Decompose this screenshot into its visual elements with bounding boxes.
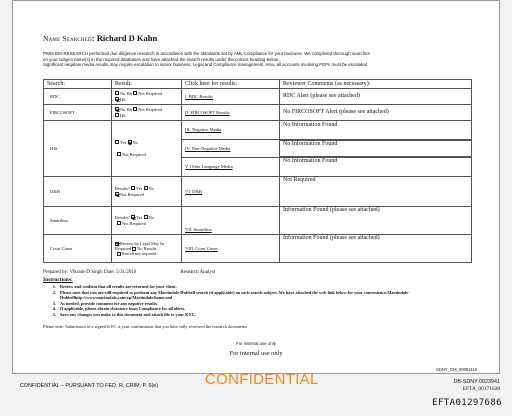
intro-line: Significant negative media results may require escalation to senior business, Legal and Compliance management. Also, all accounts involving PEPs must be escalated. [43, 62, 369, 68]
court-cases-comment[interactable]: Information Found (please see attached) [283, 235, 380, 241]
option-label: Not Required [138, 106, 162, 112]
results-label: Results? [115, 214, 130, 220]
non-negative-media-link[interactable]: IV. Non-Negative Media [185, 146, 231, 151]
table-row-his [44, 121, 472, 177]
option-label: No Results [137, 246, 157, 251]
table-row-db [44, 177, 472, 207]
search-results-table [43, 79, 472, 263]
result-cell [112, 177, 182, 207]
option-label: Not Required [138, 90, 162, 96]
name-searched: Name Searched: Richard D Kahn [43, 33, 158, 43]
link-cell [182, 207, 280, 235]
option-label: No [148, 214, 154, 220]
prepared-by [43, 270, 215, 275]
negative-media-link[interactable]: III. Negative Media [185, 127, 222, 132]
comment-cell [280, 207, 472, 235]
link-cell [182, 121, 280, 177]
link-cell [182, 235, 280, 263]
comment-cell [280, 121, 472, 177]
checkbox-no[interactable] [144, 186, 148, 190]
table-row-rdc [44, 89, 472, 105]
prepared-by-text: Prepared by: Vikram-D Singh Date: 5/31/2018 [43, 270, 137, 275]
search-name: HIS [44, 121, 112, 177]
checkbox-review-by-legal[interactable] [115, 242, 119, 246]
checkbox-not-required[interactable] [133, 91, 137, 95]
fircosoft-comment[interactable]: No FIRCOSOFT Alert (please see attached) [283, 109, 389, 115]
option-label: Not Required [120, 191, 144, 197]
instruction-item: 5. Save any changes you make to this document and attach file to your KYC. [57, 312, 497, 318]
checkbox-search-not-required[interactable] [117, 252, 121, 256]
search-name: FIRCOSOFT [44, 105, 112, 121]
intro-line: PWM BIS-RESEARCH performed due diligence research in accordance with the standards set by AML Compliance for your business. We completed thorough searches [43, 51, 370, 56]
checkbox-no[interactable] [144, 215, 148, 219]
internal-use-large: For internal use only [229, 350, 283, 357]
prepared-role: Research Analyst [180, 270, 216, 275]
option-label: No [148, 185, 154, 191]
fircosoft-results-link[interactable]: II. FIRCOSOFT Results [185, 109, 230, 115]
table-row-smartlinx [44, 207, 472, 235]
instruction-item: 4. If applicable, please obtain clearance from Compliance for all alerts. [57, 306, 497, 312]
db-results-link[interactable]: VI. D&B [185, 188, 203, 194]
option-label: No [132, 139, 138, 145]
table-row-fircosoft [44, 105, 472, 121]
result-cell [112, 105, 182, 121]
option-label: Yes [120, 139, 127, 145]
checkbox-not-required[interactable] [115, 192, 119, 196]
checkbox-no-results[interactable] [132, 247, 136, 251]
rdc-comment[interactable]: RDC Alert (please see attached) [283, 93, 360, 99]
other-language-media-link[interactable]: V. Other Language Media [185, 164, 233, 169]
option-label: No Hit [120, 106, 133, 112]
name-searched-label: Name Searched [43, 34, 92, 43]
checkbox-not-required[interactable] [117, 221, 121, 225]
result-cell [112, 207, 182, 235]
non-negative-media-comment[interactable]: No Information Found [280, 140, 471, 157]
checkbox-no-hit[interactable] [115, 91, 119, 95]
search-name: Court Cases [44, 235, 112, 263]
link-cell [182, 89, 280, 105]
checkbox-not-required[interactable] [117, 152, 121, 156]
table-row-court-cases [44, 235, 472, 263]
checkbox-not-required[interactable] [133, 107, 137, 111]
search-name: RDC [44, 89, 112, 105]
instruction-item: 3. As needed, provide comment for any negative results. [57, 301, 497, 307]
bates-number-efta-small: EFTA_00171628 [462, 385, 500, 392]
bates-numbers [453, 379, 500, 392]
smartlinx-results-link[interactable]: VII. Smartlinx [185, 227, 212, 232]
court-cases-results-link[interactable]: VIII. Court Cases [185, 245, 218, 251]
option-label: Yes [136, 214, 143, 220]
option-label: Required [115, 246, 132, 251]
option-label: Yes [136, 185, 143, 191]
document-page [12, 0, 500, 374]
search-name: Smartlinx [44, 207, 112, 235]
option-label: Search not required [122, 251, 157, 256]
smartlinx-comment[interactable]: Information Found (please see attached) [283, 207, 380, 213]
submission-note: Please note: Submission of a signed KYC is your confirmation that you have fully reviewed the research documents [43, 324, 247, 329]
option-label: Review by Legal May be [120, 241, 165, 246]
other-language-media-comment[interactable]: No Information Found [280, 157, 471, 175]
instructions-title: Instructions: [43, 277, 73, 283]
db-comment[interactable]: Not Required [283, 177, 316, 183]
table-header-row [44, 80, 472, 89]
intro-line: on your subject name(s) in the required databases and have attached the search results under the correct heading below. [43, 56, 280, 62]
header-reviewer-comments: Reviewer Comments (as necessary): [280, 80, 472, 89]
comment-cell [280, 105, 472, 121]
name-searched-value: Richard D Kahn [96, 33, 158, 43]
result-cell [112, 89, 182, 105]
link-cell [182, 177, 280, 207]
efta-number: EFTA01297686 [432, 398, 502, 408]
negative-media-comment[interactable]: No Information Found [280, 122, 471, 140]
option-label: Not Required [122, 220, 146, 226]
search-name: D&B [44, 177, 112, 207]
comment-cell [280, 235, 472, 263]
option-label: No Hit [120, 90, 133, 96]
checkbox-yes[interactable] [115, 140, 119, 144]
intro-text [43, 51, 473, 68]
internal-use-small: For internal use only [236, 341, 276, 346]
header-click-results: Click here for results: [182, 80, 280, 89]
confidential-stamp: CONFIDENTIAL [205, 371, 319, 388]
header-result: Result: [112, 80, 182, 89]
comment-cell [280, 177, 472, 207]
checkbox-hit[interactable] [115, 113, 119, 117]
checkbox-no[interactable] [128, 140, 132, 144]
comment-cell [280, 89, 472, 105]
result-cell [112, 235, 182, 263]
checkbox-yes[interactable] [131, 215, 135, 219]
instruction-item: 2. Please note that you are still required to perform any Martindale-Hubbell search (if applicable) on each search subject. We have attached the web link below for your convenience:Martindale-Hubbellhttp://www.martindale.com/xp/Martindale/home.xml [57, 290, 497, 301]
option-label: Hit [120, 96, 126, 102]
checkbox-hit[interactable] [115, 97, 119, 101]
checkbox-no-hit[interactable] [115, 107, 119, 111]
instructions-list [43, 284, 497, 317]
instruction-item: 1. Review and confirm that all results are returned for your client. [57, 284, 497, 290]
option-label: Hit [120, 112, 126, 118]
result-cell [112, 121, 182, 177]
results-label: Results? [115, 185, 130, 191]
checkbox-yes[interactable] [131, 186, 135, 190]
option-label: Not Required [122, 151, 146, 157]
rdc-results-link[interactable]: I. RDC Results [185, 93, 213, 99]
link-cell [182, 105, 280, 121]
header-search: Search: [44, 80, 112, 89]
bates-number-db-sdny: DB-SDNY-0023941 [453, 379, 500, 385]
confidential-legend: CONFIDENTIAL – PURSUANT TO FED. R. CRIM. P. 6(e) [20, 383, 159, 389]
sdny-bates-tag: SDNY_GM_00061116 [435, 367, 477, 372]
